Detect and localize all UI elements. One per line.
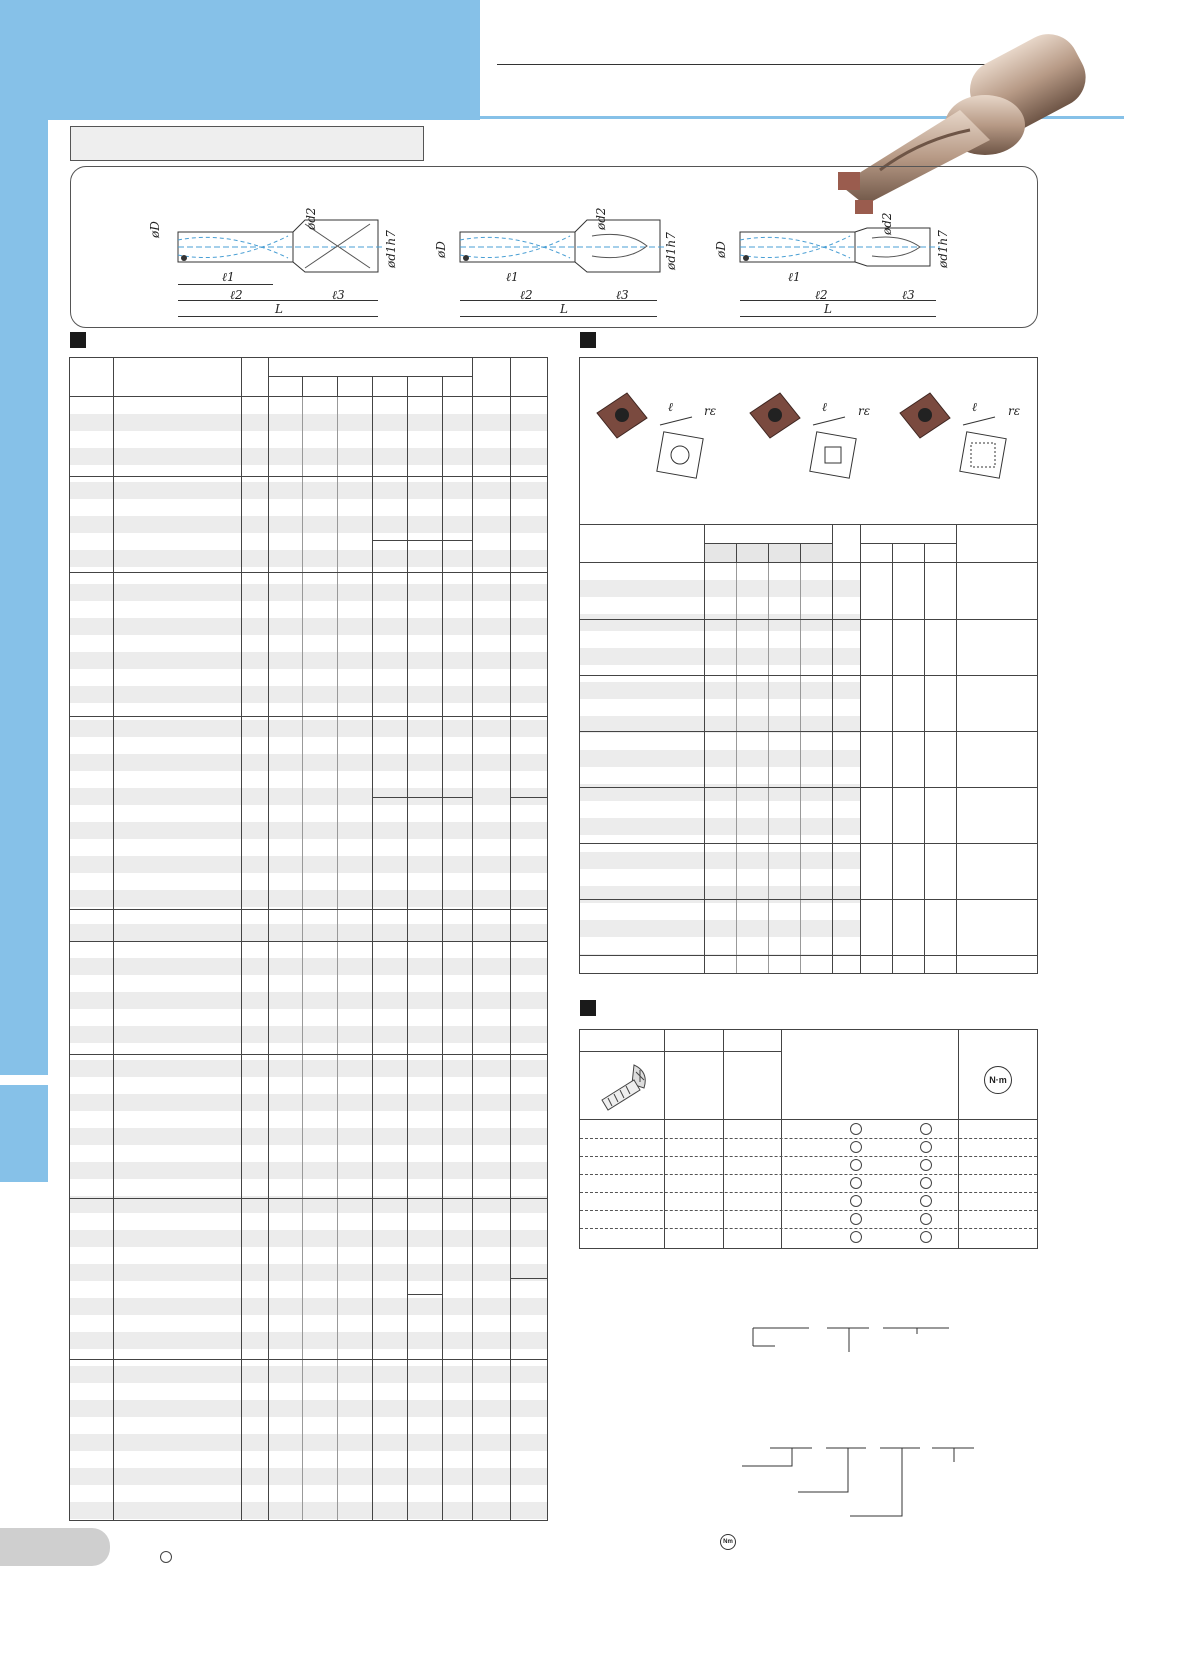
dimension-line-l2 — [740, 300, 878, 301]
dimension-line-l2 — [178, 300, 293, 301]
dimension-line-L — [740, 316, 936, 317]
label-diameter-d1: ød1h7 — [936, 230, 950, 268]
label-l3: ℓ3 — [902, 288, 915, 302]
dimension-line-L — [460, 316, 657, 317]
availability-ring — [850, 1159, 862, 1171]
left-side-tab — [0, 1085, 48, 1182]
availability-ring — [920, 1213, 932, 1225]
section-marker-insert-table — [580, 332, 596, 348]
dimension-line-l1 — [178, 284, 273, 285]
drill-table — [69, 357, 548, 1521]
label-diameter-D: øD — [714, 241, 728, 258]
section-title-box — [70, 126, 424, 161]
label-L: L — [275, 302, 283, 316]
availability-ring — [920, 1231, 932, 1243]
section-marker-drill-table — [70, 332, 86, 348]
availability-ring — [920, 1123, 932, 1135]
availability-ring — [920, 1141, 932, 1153]
drill-table-header — [70, 358, 547, 397]
availability-ring — [850, 1213, 862, 1225]
code-designation-diagram-1 — [745, 1320, 965, 1360]
label-l3: ℓ3 — [616, 288, 629, 302]
label-l1: ℓ1 — [222, 270, 235, 284]
availability-ring — [850, 1123, 862, 1135]
insert-label-l: ℓ — [972, 400, 977, 414]
label-diameter-d2: ød2 — [594, 207, 608, 230]
torque-symbol: N·m — [989, 1075, 1007, 1085]
label-diameter-d2: ød2 — [304, 207, 318, 230]
top-left-blue-panel — [0, 0, 480, 120]
insert-image-1 — [592, 383, 732, 483]
dimension-line-l3 — [878, 300, 936, 301]
label-l2: ℓ2 — [230, 288, 243, 302]
dimension-line-L — [178, 316, 378, 317]
page-number-tab — [0, 1528, 110, 1566]
label-diameter-D: øD — [434, 241, 448, 258]
insert-label-l: ℓ — [668, 400, 673, 414]
label-diameter-d1: ød1h7 — [384, 230, 398, 268]
dimension-line-l2 — [460, 300, 585, 301]
screw-icon — [594, 1060, 654, 1115]
insert-table-body — [580, 563, 860, 955]
screw-table — [579, 1029, 1038, 1249]
footer-availability-ring — [160, 1551, 172, 1563]
label-L: L — [560, 302, 568, 316]
drill-table-body — [70, 397, 547, 1520]
insert-label-l: ℓ — [822, 400, 827, 414]
label-l2: ℓ2 — [815, 288, 828, 302]
availability-ring — [920, 1177, 932, 1189]
label-l1: ℓ1 — [788, 270, 801, 284]
insert-image-3 — [895, 383, 1035, 483]
availability-ring — [850, 1195, 862, 1207]
section-marker-screw-table — [580, 1000, 596, 1016]
footer-torque-symbol: Nm — [723, 1539, 733, 1545]
label-diameter-d2: ød2 — [880, 212, 894, 235]
insert-images-area — [580, 358, 1037, 525]
dimension-line-l3 — [585, 300, 657, 301]
label-L: L — [824, 302, 832, 316]
insert-label-r: rε — [1008, 404, 1021, 418]
label-l3: ℓ3 — [332, 288, 345, 302]
availability-ring — [850, 1231, 862, 1243]
insert-image-2 — [745, 383, 885, 483]
label-l1: ℓ1 — [506, 270, 519, 284]
dimension-line-l3 — [293, 300, 378, 301]
torque-icon — [984, 1066, 1012, 1094]
footer-torque-icon — [720, 1534, 736, 1550]
drill-schematic-1 — [150, 200, 420, 325]
availability-ring — [920, 1159, 932, 1171]
availability-ring — [850, 1177, 862, 1189]
left-side-band — [0, 0, 48, 1075]
insert-table — [579, 357, 1038, 974]
insert-label-r: rε — [858, 404, 871, 418]
insert-label-r: rε — [704, 404, 717, 418]
label-diameter-d1: ød1h7 — [664, 232, 678, 270]
label-l2: ℓ2 — [520, 288, 533, 302]
code-designation-diagram-2 — [740, 1440, 980, 1520]
insert-table-header — [580, 525, 1037, 563]
label-diameter-D: øD — [148, 221, 162, 238]
availability-ring — [920, 1195, 932, 1207]
availability-ring — [850, 1141, 862, 1153]
